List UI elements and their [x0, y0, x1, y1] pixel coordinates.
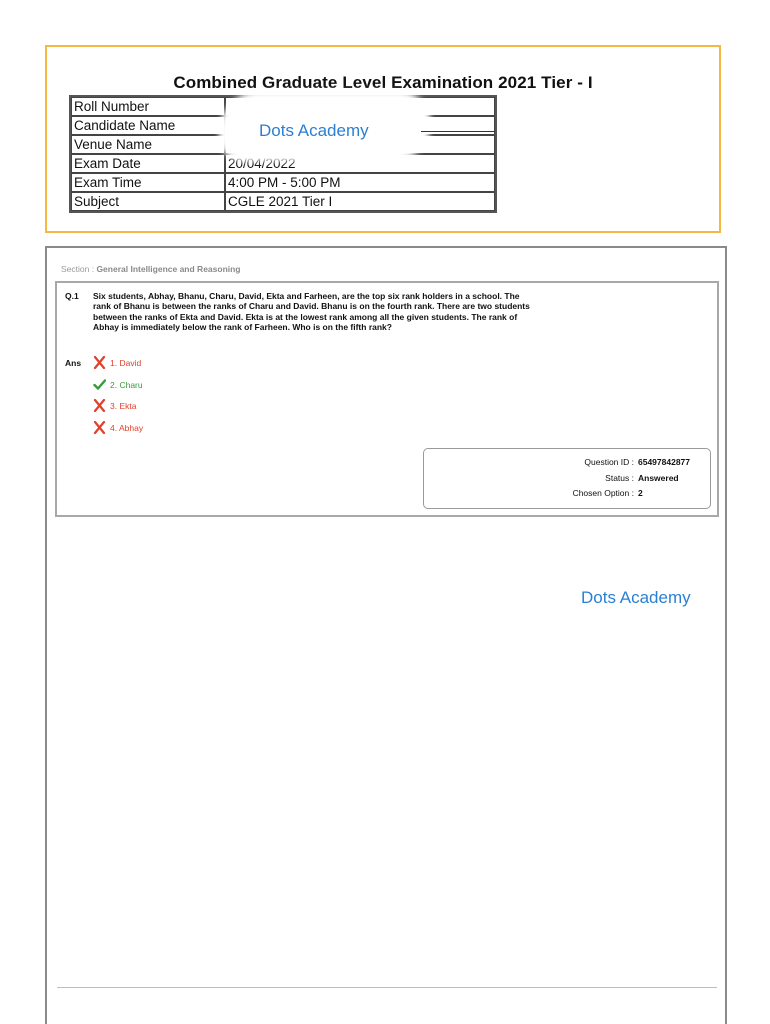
divider — [57, 987, 717, 988]
cross-icon — [93, 421, 106, 434]
option-label: 1. David — [110, 357, 142, 368]
meta-label: Question ID : — [584, 457, 634, 467]
meta-question-id — [584, 457, 691, 467]
option-label: 4. Abhay — [110, 422, 144, 433]
meta-chosen-option — [572, 488, 643, 498]
option-3 — [93, 399, 136, 412]
cross-icon — [93, 399, 106, 412]
info-label: Venue Name — [71, 135, 225, 154]
answer-label: Ans — [65, 358, 82, 368]
option-label: 2. Charu — [110, 379, 143, 390]
section-name: General Intelligence and Reasoning — [96, 264, 241, 274]
watermark-text-mid: Dots Academy — [581, 588, 691, 607]
info-label: Roll Number — [71, 97, 225, 116]
option-2 — [93, 378, 143, 391]
section-prefix: Section : — [61, 264, 97, 274]
option-1 — [93, 356, 141, 369]
info-row-exam-time — [71, 173, 495, 192]
redaction-line — [421, 131, 495, 132]
meta-label: Status : — [605, 473, 634, 483]
info-value: 4:00 PM - 5:00 PM — [225, 173, 495, 192]
info-label: Exam Time — [71, 173, 225, 192]
meta-status — [605, 473, 679, 483]
exam-header-box — [45, 45, 721, 233]
section-label — [61, 264, 241, 274]
info-label: Exam Date — [71, 154, 225, 173]
exam-title: Combined Graduate Level Examination 2021 Tier - I — [173, 73, 593, 92]
info-row-subject — [71, 192, 495, 211]
question-text: Six students, Abhay, Bhanu, Charu, David, Ekta and Farheen, are the top six rank holders in a school. The rank of Bhanu is between the ranks of Charu and David. Bhanu is on the fourth rank. There are two students between the ranks of Ekta and David. Ekta is at the lowest rank among all the given students. The rank of Abhay is immediately below the rank of Farheen. Who is on the fifth rank? — [93, 291, 530, 333]
question-box — [55, 281, 719, 517]
question-meta-box — [423, 448, 711, 509]
meta-value: 2 — [638, 488, 643, 498]
question-number: Q.1 — [65, 291, 79, 301]
cross-icon — [93, 356, 106, 369]
meta-label: Chosen Option : — [572, 488, 634, 498]
info-value: 20/04/2022 — [225, 154, 495, 173]
check-icon — [93, 378, 106, 391]
meta-value: 65497842877 — [638, 457, 691, 467]
option-label: 3. Ekta — [110, 400, 137, 411]
info-label: Subject — [71, 192, 225, 211]
watermark-text: Dots Academy — [259, 121, 369, 140]
info-label: Candidate Name — [71, 116, 225, 135]
question-panel — [45, 246, 727, 1024]
info-value: CGLE 2021 Tier I — [225, 192, 495, 211]
option-4 — [93, 421, 143, 434]
info-row-exam-date — [71, 154, 495, 173]
meta-value: Answered — [638, 473, 679, 483]
